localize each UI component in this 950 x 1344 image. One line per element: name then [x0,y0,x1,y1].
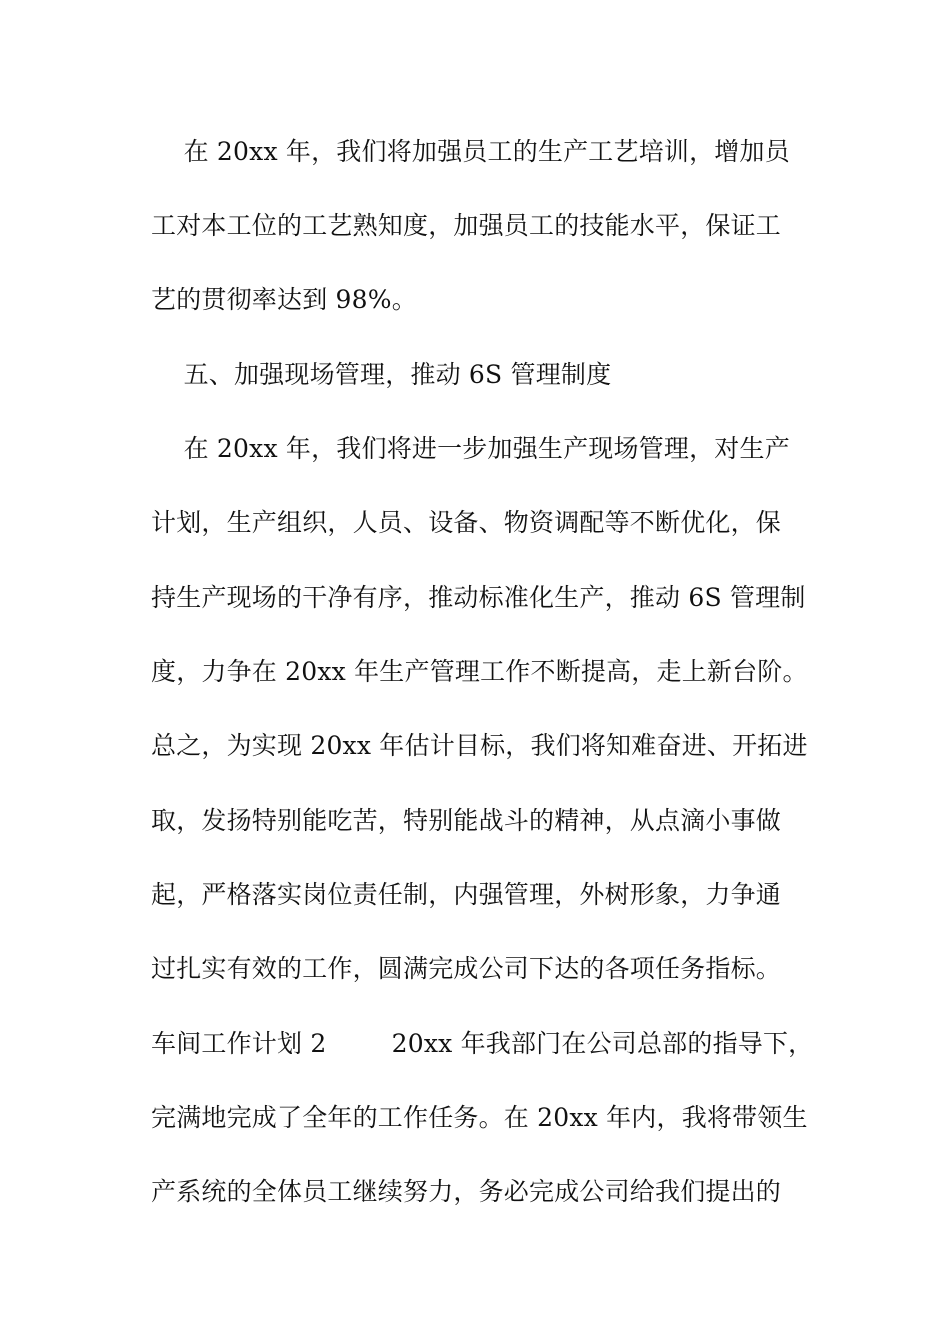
text-line-14: 完满地完成了全年的工作任务。在 20xx 年内，我将带领生 [151,1103,808,1132]
text-line-10: 取，发扬特别能吃苦，特别能战斗的精神，从点滴小事做 [151,806,782,835]
text-line-7: 持生产现场的干净有序，推动标准化生产，推动 6S 管理制 [151,583,806,612]
text-line-5: 在 20xx 年，我们将进一步加强生产现场管理，对生产 [151,434,790,463]
text-line-3: 艺的贯彻率达到 98%。 [151,285,417,314]
text-line-2: 工对本工位的工艺熟知度，加强员工的技能水平，保证工 [151,211,782,240]
text-line-8: 度，力争在 20xx 年生产管理工作不断提高，走上新台阶。 [151,657,808,686]
text-line-15: 产系统的全体员工继续努力，务必完成公司给我们提出的 [151,1177,782,1206]
text-line-6: 计划，生产组织，人员、设备、物资调配等不断优化，保 [151,508,782,537]
text-line-1: 在 20xx 年，我们将加强员工的生产工艺培训，增加员 [151,137,790,166]
section-heading: 五、加强现场管理，推动 6S 管理制度 [151,360,612,389]
text-line-12: 过扎实有效的工作，圆满完成公司下达的各项任务指标。 [151,954,782,983]
text-line-11: 起，严格落实岗位责任制，内强管理，外树形象，力争通 [151,880,782,909]
text-line-13: 车间工作计划 2 20xx 年我部门在公司总部的指导下， [151,1029,814,1058]
text-line-9: 总之，为实现 20xx 年估计目标，我们将知难奋进、开拓进 [151,731,808,760]
